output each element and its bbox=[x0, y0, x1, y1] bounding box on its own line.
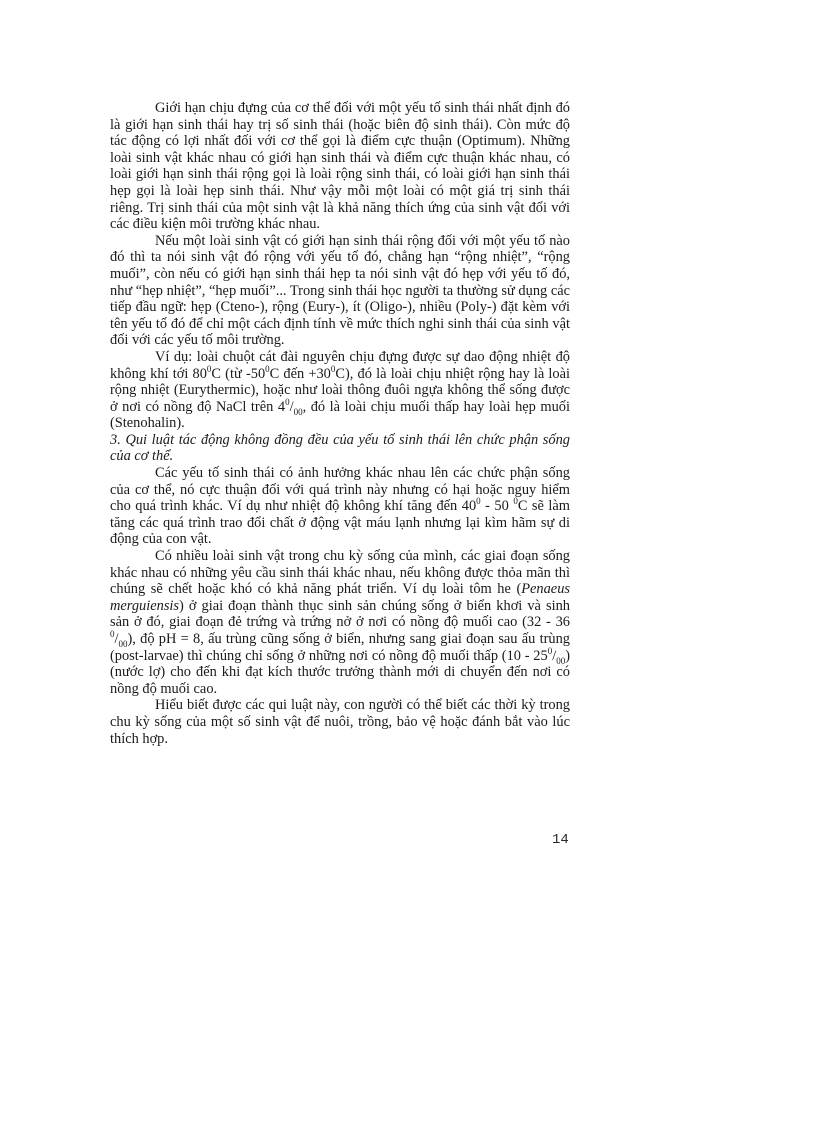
document-body bbox=[110, 100, 570, 747]
paragraph-uneven-effect: Các yếu tố sinh thái có ảnh hưởng khác nhau lên các chức phận sống của cơ thể, nó cực thuận đối với quá trình này nhưng có hại hoặc nguy hiểm cho quá trình khác. Ví dụ như nhiệt độ không khí tăng đến $40^0 - 50$ $^0$C sẽ làm tăng các quá trình trao đổi chất ở động vật máu lạnh nhưng lại kìm hãm sự di động của con vật. bbox=[110, 465, 570, 548]
paragraph-application: Hiểu biết được các qui luật này, con người có thể biết các thời kỳ trong chu kỳ sống của một số sinh vật để nuôi, trồng, bảo vệ hoặc đánh bắt vào lúc thích hợp. bbox=[110, 697, 570, 747]
paragraph-ecological-limit: Giới hạn chịu đựng của cơ thể đối với một yếu tố sinh thái nhất định đó là giới hạn sinh thái hay trị số sinh thái (hoặc biên độ sinh thái). Còn mức độ tác động có lợi nhất đối với cơ thể gọi là điểm cực thuận (Optimum). Những loài sinh vật khác nhau có giới hạn sinh thái và điểm cực thuận khác nhau, có loài giới hạn sinh thái rộng gọi là loài rộng sinh thái, có loài giới hạn sinh thái hẹp gọi là loài hẹp sinh thái. Như vậy mỗi một loài có một giá trị sinh thái riêng. Trị sinh thái của một sinh vật là khả năng thích ứng của sinh vật đối với các điều kiện môi trường khác nhau. bbox=[110, 100, 570, 233]
paragraph-life-cycle-shrimp: Có nhiều loài sinh vật trong chu kỳ sống của mình, các giai đoạn sống khác nhau có những yêu cầu sinh thái khác nhau, nếu không được thỏa mãn thì chúng sẽ chết hoặc khó có khả năng phát triển. Ví dụ loài tôm he (Penaeus merguiensis) ở giai đoạn thành thục sinh sản chúng sống ở biển khơi và sinh sản ở đó, giai đoạn đẻ trứng và trứng nở ở nơi có nồng độ muối cao (32 - 36 $^0/_{00}$), độ pH = 8, ấu trùng cũng sống ở biển, nhưng sang giai đoạn sau ấu trùng (post-larvae) thì chúng chỉ sống ở những nơi có nồng độ muối thấp $(10 - 25^0/_{00})$ (nước lợ) cho đến khi đạt kích thước trưởng thành mới di chuyển đến nơi có nồng độ muối cao. bbox=[110, 548, 570, 697]
paragraph-example-rodent: Ví dụ: loài chuột cát đài nguyên chịu đựng được sự dao động nhiệt độ không khí tới $80^0C$ (từ $-50^0C$ đến $+30^0C$), đó là loài chịu nhiệt rộng hay là loài rộng nhiệt (Eurythermic), hoặc như loài thông đuôi ngựa không thể sống được ở nơi có nồng độ NaCl trên $4^0/_{00}$, đó là loài chịu muối thấp hay loài hẹp muối (Stenohalin). bbox=[110, 348, 571, 432]
paragraph-wide-narrow-tolerance: Nếu một loài sinh vật có giới hạn sinh thái rộng đối với một yếu tố nào đó thì ta nói sinh vật đó rộng với yếu tố đó, chẳng hạn “rộng nhiệt”, “rộng muối”, còn nếu có giới hạn sinh thái hẹp ta nói sinh vật đó hẹp với yếu tố đó, như “hẹp nhiệt”, “hẹp muối”... Trong sinh thái học người ta thường sử dụng các tiếp đầu ngữ: hẹp (Cteno-), rộng (Eury-), ít (Oligo-), nhiều (Poly-) đặt kèm với tên yếu tố đó để chỉ một cách định tính về mức thích nghi sinh thái của sinh vật đối với các yếu tố môi trường. bbox=[110, 232, 570, 349]
species-name: Penaeus merguiensis bbox=[110, 581, 570, 614]
page-number: 14 bbox=[552, 832, 569, 848]
section-heading-3: 3. Qui luật tác động không đồng đều của yếu tố sinh thái lên chức phận sống của cơ thể. bbox=[110, 431, 570, 465]
